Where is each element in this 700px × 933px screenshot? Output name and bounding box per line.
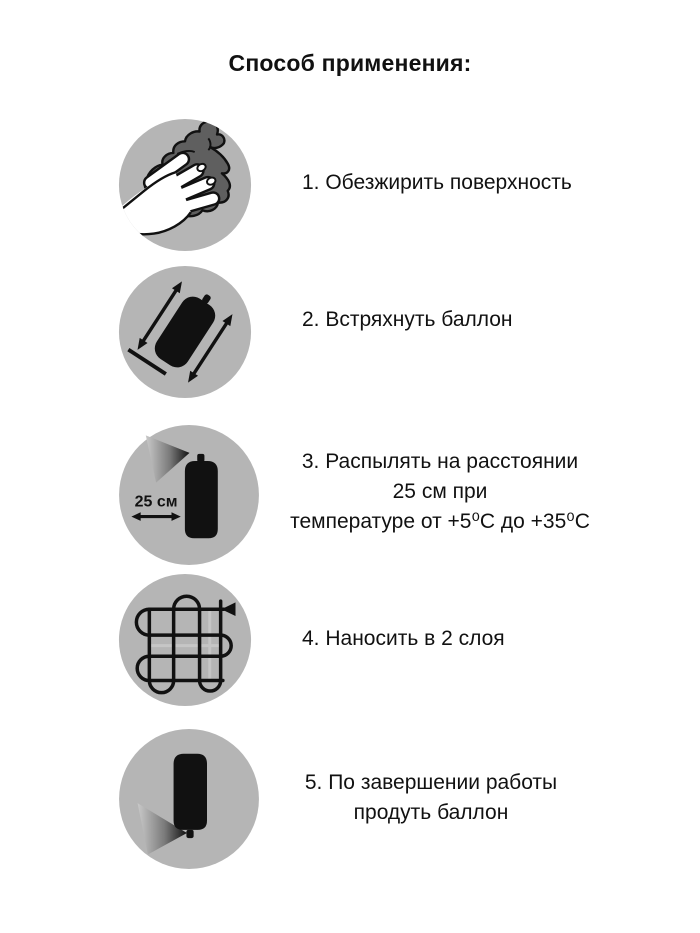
purge-can-icon [117, 727, 261, 871]
step5-line1: 5. По завершении работы [304, 771, 558, 794]
spray-at-distance-icon [117, 423, 261, 567]
step1-icon-circle [117, 117, 253, 253]
step5-line2: продуть баллон [353, 801, 509, 824]
hand-wipe-icon [117, 117, 253, 253]
step4-text: 4. Наносить в 2 слоя [302, 627, 505, 650]
shake-can-icon [117, 264, 253, 400]
crosshatch-two-layers-icon [117, 572, 253, 708]
step2-icon-circle [117, 264, 253, 400]
distance-label: 25 см [134, 493, 178, 511]
step5-icon-circle [117, 727, 261, 871]
step3-icon-circle [117, 423, 261, 567]
step5-text [271, 768, 591, 828]
step1-text: 1. Обезжирить поверхность [302, 171, 572, 194]
page-title: Способ применения: [228, 50, 472, 76]
step3-line2: 25 см при [392, 480, 488, 503]
step3-line1: 3. Распылять на расстоянии [301, 450, 579, 473]
step4-icon-circle [117, 572, 253, 708]
step3-line3: температуре от +5⁰С до +35⁰С [290, 510, 590, 533]
step2-text: 2. Встряхнуть баллон [302, 308, 513, 331]
step3-text [280, 447, 600, 537]
